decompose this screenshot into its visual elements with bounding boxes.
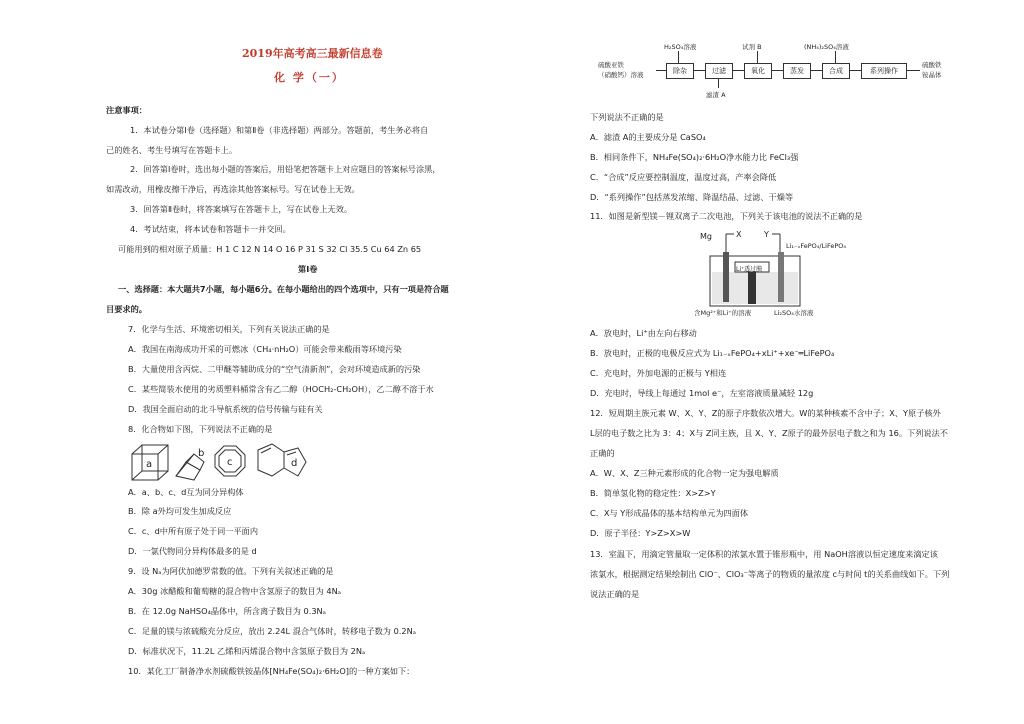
- q9-stem: 9．设 Nₐ为阿伏加德罗常数的值。下列有关叙述正确的是: [128, 566, 334, 576]
- q11-option-d: D．充电时，导线上每通过 1mol e⁻，左室溶液质量减轻 12g: [590, 388, 814, 398]
- cell-y-terminal: Y: [764, 230, 769, 239]
- flow-residue-a: 滤渣 A: [706, 91, 726, 99]
- notice-line: 4．考试结束，将本试卷和答题卡一并交回。: [130, 224, 291, 234]
- q11-stem: 11．如图是新型镁－锂双离子二次电池，下列关于该电池的说法不正确的是: [590, 211, 863, 221]
- flow-reagent-h2so4: H₂SO₄溶液: [664, 43, 697, 51]
- notice-line: 2．回答第Ⅰ卷时，选出每小题的答案后，用铅笔把答题卡上对应题目的答案标号涂黑，: [130, 164, 441, 174]
- q9-option-d: D．标准状况下，11.2L 乙烯和丙烯混合物中含氢原子数目为 2Nₐ: [128, 646, 366, 656]
- q10-option-a: A．滤渣 A的主要成分是 CaSO₄: [590, 132, 706, 142]
- notice-line: 3．回答第Ⅱ卷时，将答案填写在答题卡上，写在试卷上无效。: [130, 204, 353, 214]
- q7-option-a: A．我国在南海成功开采的可燃冰（CH₄·nH₂O）可能会带来酸雨等环境污染: [128, 344, 402, 354]
- section-instructions: 一、选择题：本大题共7小题，每小题6分。在每小题给出的四个选项中，只有一项是符合题: [118, 284, 449, 294]
- atomic-masses: 可能用到的相对原子质量：H 1 C 12 N 14 O 16 P 31 S 32 Cl 35.5 Cu 64 Zn 65: [118, 244, 422, 254]
- q8-option-c: C．c、d中所有原子处于同一平面内: [128, 526, 259, 536]
- cell-left-solution: 含Mg²⁺和Li⁺的溶液: [694, 309, 752, 317]
- q10-lead: 下列说法不正确的是: [590, 112, 664, 122]
- flow-reagent-b: 试剂 B: [742, 43, 762, 51]
- q11-option-c: C．充电时，外加电源的正极与 Y相连: [590, 368, 727, 378]
- q10-stem: 10．某化工厂制备净水剂硫酸铁铵晶体[NH₄Fe(SO₄)₂·6H₂O]的一种方案如下：: [128, 666, 415, 676]
- q7-option-d: D．我国全面启动的北斗导航系统的信号传输与硅有关: [128, 404, 323, 414]
- exam-title: 2019年高考高三最新信息卷: [242, 47, 383, 60]
- cell-cathode-label: Li₁₋ₓFePO₄/LiFePO₄: [786, 242, 847, 250]
- cell-x-terminal: X: [736, 230, 742, 239]
- q11-option-a: A．放电时，Li⁺由左向右移动: [590, 328, 697, 338]
- q7-option-b: B．大量使用含丙烷、二甲醚等辅助成分的“空气清新剂”，会对环境造成新的污染: [128, 364, 421, 374]
- q10-flowchart: [598, 40, 978, 102]
- q10-option-c: C．“合成”反应要控制温度，温度过高，产率会降低: [590, 172, 777, 182]
- q12-option-b: B．简单氢化物的稳定性：X>Z>Y: [590, 488, 716, 498]
- flow-step-oxidize: 氧化: [744, 63, 772, 79]
- q8-molecules-figure: [128, 440, 318, 486]
- flow-output-line1: 硫酸铁: [922, 61, 942, 69]
- section-instructions-cont: 目要求的。: [106, 304, 147, 314]
- q10-option-b: B．相同条件下，NH₄Fe(SO₄)₂·6H₂O净水能力比 FeCl₃强: [590, 152, 799, 162]
- molecule-d-fused-rings: [258, 444, 306, 476]
- q10-option-d: D．“系列操作”包括蒸发浓缩、降温结晶、过滤、干燥等: [590, 192, 794, 202]
- notice-line: 己的姓名、考生号填写在答题卡上。: [106, 145, 238, 155]
- flow-output-line2: 铵晶体: [922, 71, 942, 79]
- q7-option-c: C．某些简装水使用的劣质塑料桶常含有乙二醇（HOCH₂-CH₂OH），乙二醇不溶于水: [128, 384, 434, 394]
- notice-line: 如需改动，用橡皮擦干净后，再选涂其他答案标号。写在试卷上无效。: [106, 184, 360, 194]
- flow-input-line1: 硫酸亚铁: [598, 61, 624, 69]
- q11-option-b: B．放电时，正极的电极反应式为 Li₁₋ₓFePO₄+xLi⁺+xe⁻═LiFePO₄: [590, 348, 835, 358]
- notice-heading: 注意事项：: [106, 105, 147, 115]
- q13-stem-line2: 浓氯水，根据测定结果绘制出 ClO⁻、ClO₃⁻等离子的物质的量浓度 c与时间 t的关系曲线如下。下列: [590, 569, 950, 579]
- q8-stem: 8．化合物如下图，下列说法不正确的是: [128, 424, 273, 434]
- cell-right-solution: Li₂SO₄水溶液: [774, 309, 814, 317]
- molecule-label-d: d: [291, 458, 298, 469]
- q9-option-c: C．足量的镁与浓硫酸充分反应，放出 2.24L 混合气体时，转移电子数为 0.2Nₐ: [128, 626, 416, 636]
- q12-option-d: D．原子半径：Y>Z>X>W: [590, 528, 691, 538]
- q7-stem: 7．化学与生活、环境密切相关，下列有关说法正确的是: [128, 324, 330, 334]
- flow-step-series-ops: 系列操作: [861, 63, 907, 79]
- cell-mg-label: Mg: [700, 232, 712, 241]
- cell-membrane-label: Li⁺透过膜: [736, 266, 763, 273]
- section-title: 第Ⅰ卷: [298, 264, 318, 274]
- q12-stem-line2: L层的电子数之比为 3：4；X与 Z同主族，且 X、Y、Z原子的最外层电子数之和为 16。下列说法不: [590, 428, 948, 438]
- flow-step-synthesize: 合成: [822, 63, 850, 79]
- molecule-label-b: b: [198, 448, 205, 459]
- notice-line: 1．本试卷分第Ⅰ卷（选择题）和第Ⅱ卷（非选择题）两部分。答题前，考生务必将自: [130, 125, 429, 135]
- q12-stem-line1: 12．短周期主族元素 W、X、Y、Z的原子序数依次增大。W的某种核素不含中子；X、Y原子核外: [590, 408, 941, 418]
- flow-input-line2: （硝酸钙）溶液: [598, 71, 644, 79]
- molecule-label-a: a: [146, 459, 153, 470]
- q13-stem-line3: 说法正确的是: [590, 589, 640, 599]
- q12-option-a: A．W、X、Z三种元素形成的化合物一定为强电解质: [590, 468, 779, 478]
- molecule-label-c: c: [227, 457, 233, 468]
- q9-option-b: B．在 12.0g NaHSO₄晶体中，所含离子数目为 0.3Nₐ: [128, 606, 326, 616]
- q8-option-a: A．a、b、c、d互为同分异构体: [128, 487, 244, 497]
- q12-stem-line3: 正确的: [590, 448, 615, 458]
- q11-battery-figure: [690, 228, 890, 318]
- q8-option-d: D．一氯代物同分异构体最多的是 d: [128, 546, 257, 556]
- exam-subtitle: 化 学（一）: [274, 71, 345, 84]
- q12-option-c: C．X与 Y形成晶体的基本结构单元为四面体: [590, 508, 749, 518]
- flow-reagent-ammonium-sulfate: (NH₄)₂SO₄溶液: [804, 43, 849, 51]
- q8-option-b: B．除 a外均可发生加成反应: [128, 506, 232, 516]
- q13-stem-line1: 13．室温下，用滴定管量取一定体积的浓氯水置于锥形瓶中，用 NaOH溶液以恒定速度来滴定该: [590, 549, 938, 559]
- flow-step-evaporate: 蒸发: [783, 63, 811, 79]
- q9-option-a: A．30g 冰醋酸和葡萄糖的混合物中含氢原子的数目为 4Nₐ: [128, 586, 341, 596]
- flow-step-filter: 过滤: [705, 63, 733, 79]
- flow-step-remove-impurity: 除杂: [666, 63, 694, 79]
